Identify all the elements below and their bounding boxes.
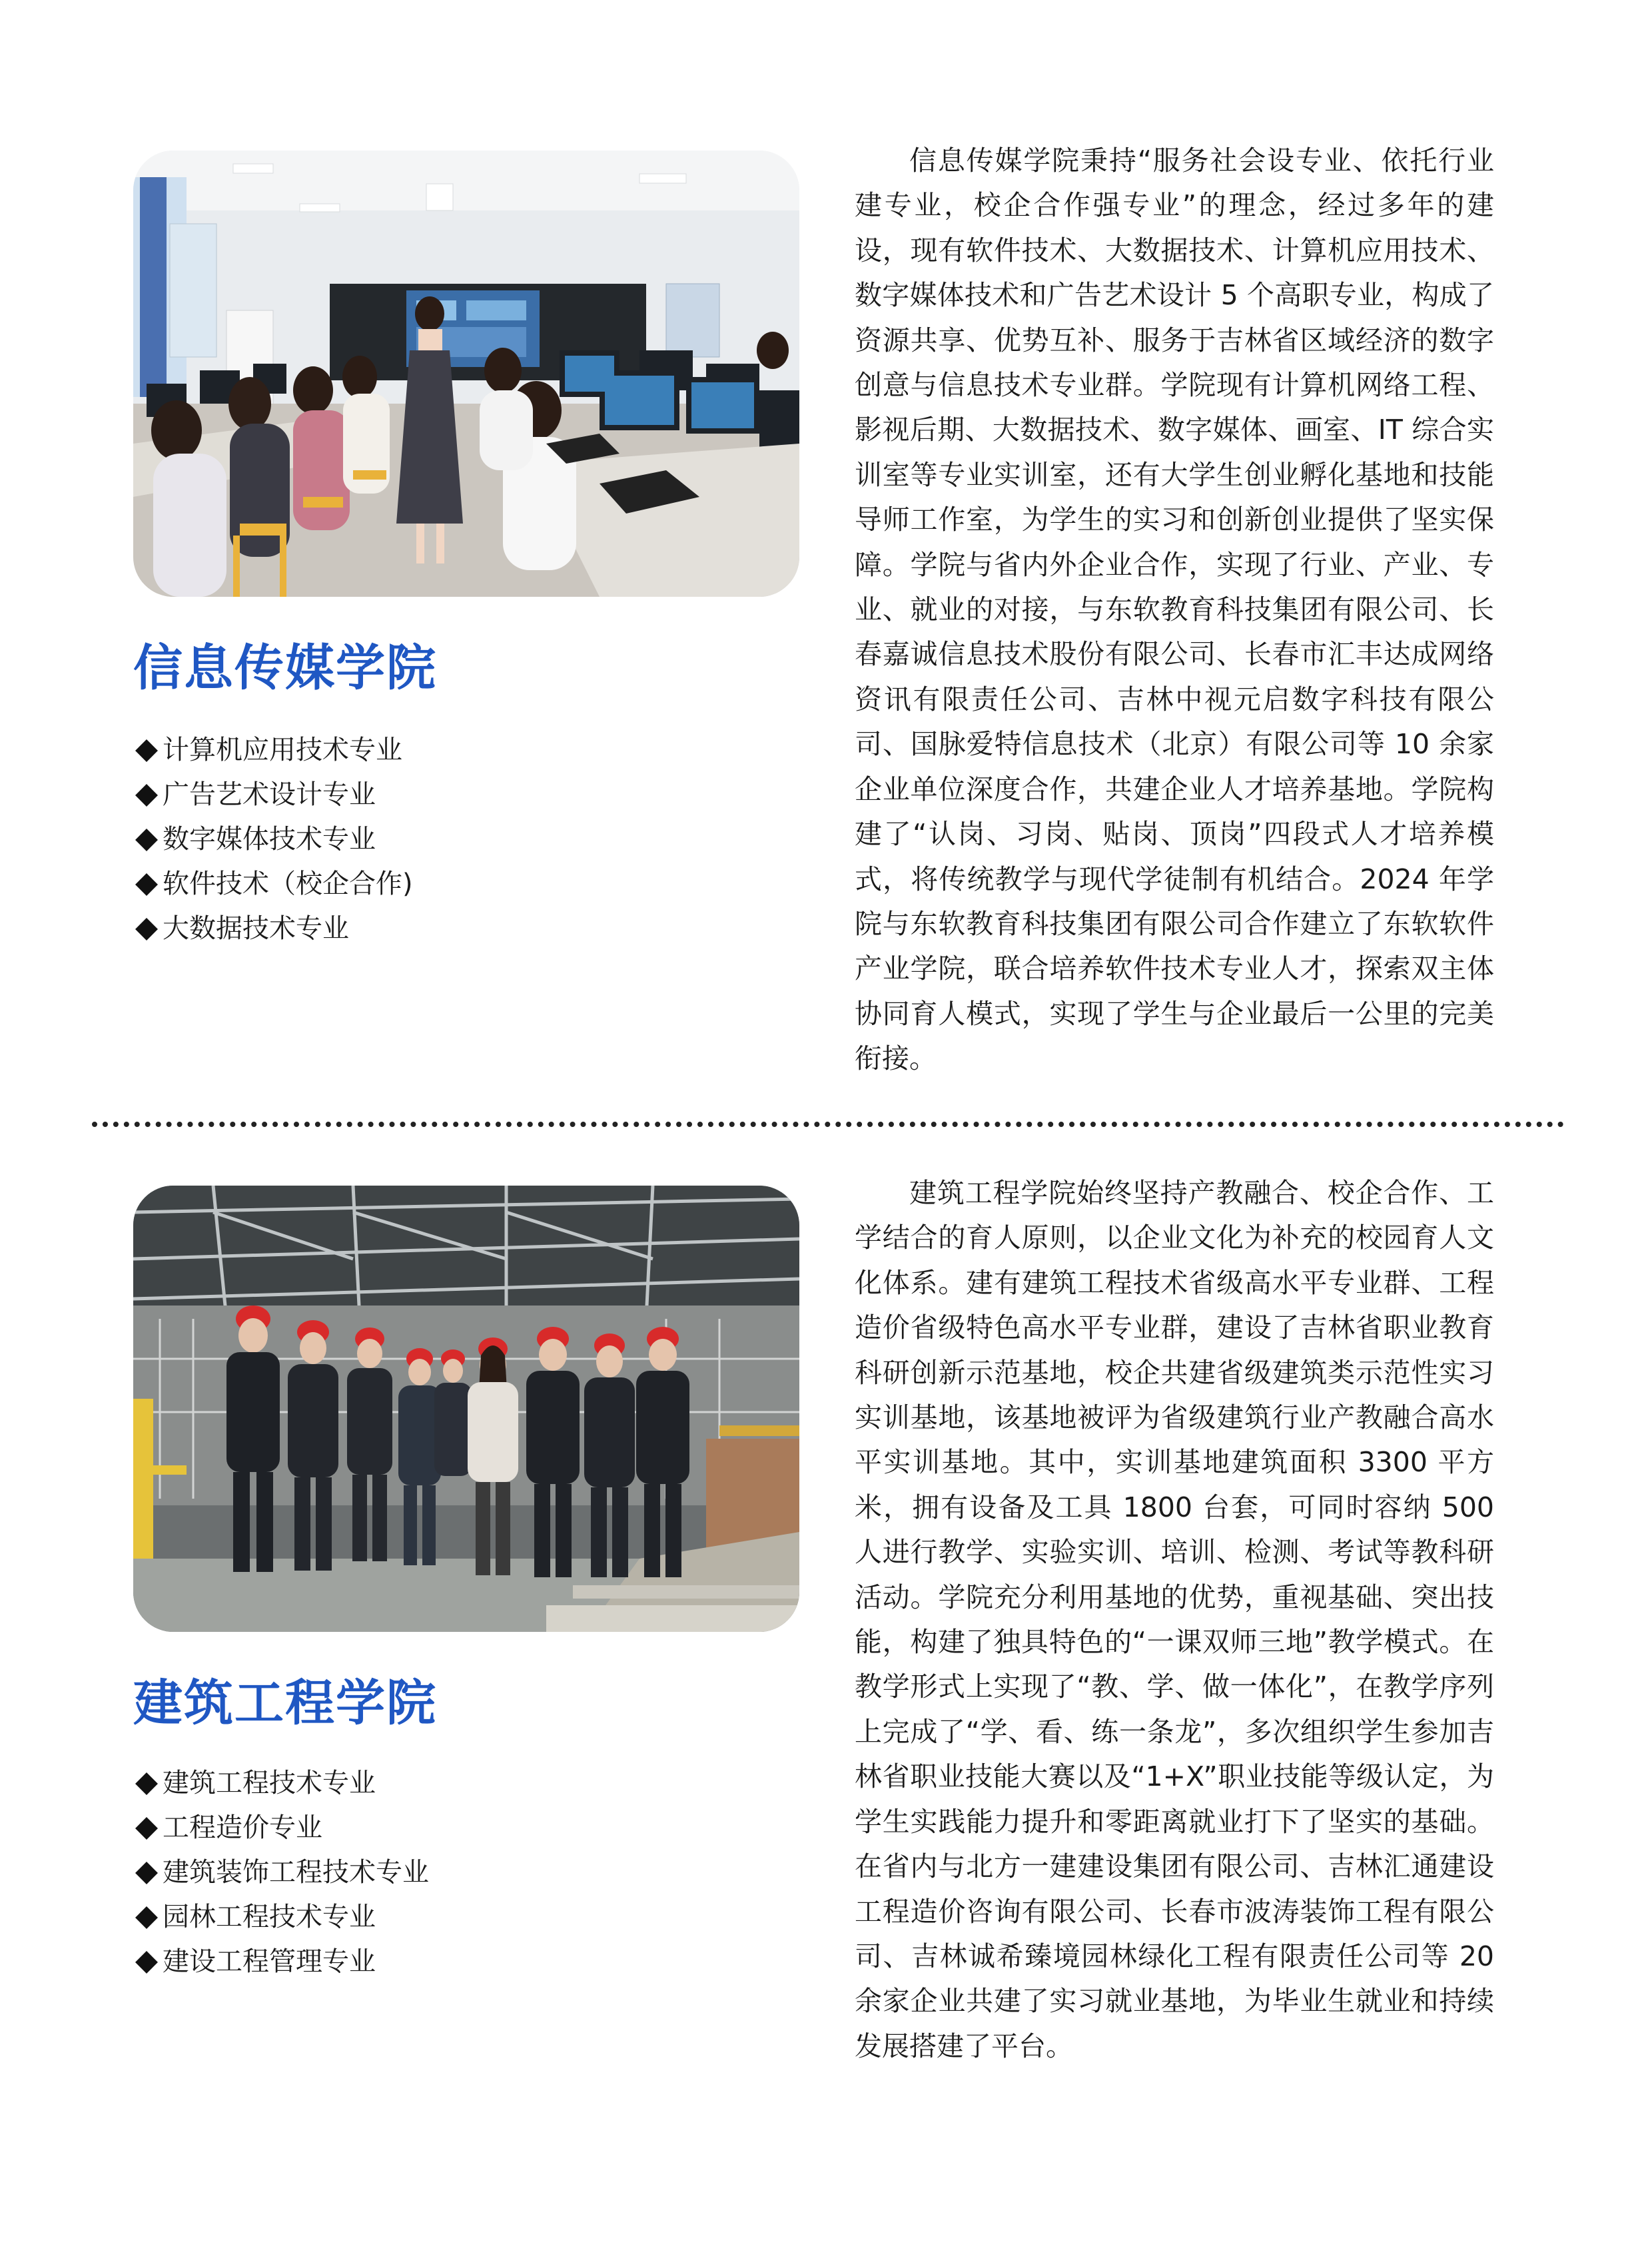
college-description: 建筑工程学院始终坚持产教融合、校企合作、工学结合的育人原则，以企业文化为补充的校园育人文化体系。建有建筑工程技术省级高水平专业群、工程造价省级特色高水平专业群，建设了吉林省职业教育科研创新示范基地，校企共建省级建筑类示范性实习实训基地，该基地被评为省级建筑行业产教融合高水平实训基地。其中，实训基地建筑面积 3300 平方米，拥有设备及工具 1800 台套，可同时容纳 500 人进行教学、实验实训、培训、检测、考试等教科研活动。学院充分利用基地的优势，重视基础、突出技能，构建了独具特色的“一课双师三地”教学模式。在教学形式上实现了“教、学、做一体化”，在教学序列上完成了“学、看、练一条龙”，多次组织学生参加吉林省职业技能大赛以及“1+X”职业技能等级认定，为学生实践能力提升和零距离就业打下了坚实的基础。在省内与北方一建建设集团有限公司、吉林汇通建设工程造价咨询有限公司、长春市波涛装饰工程有限公司、吉林诚希臻境园林绿化工程有限责任公司等 20 余家企业共建了实习就业基地，为毕业生就业和持续发展搭建了平台。 xyxy=(855,1177,1494,2062)
major-list xyxy=(133,728,413,951)
major-name: 建筑装饰工程技术专业 xyxy=(163,1857,429,1888)
major-name: 广告艺术设计专业 xyxy=(163,779,376,810)
dotted-divider xyxy=(92,1122,1564,1127)
diamond-bullet-icon xyxy=(135,829,158,851)
diamond-bullet-icon xyxy=(135,1906,158,1929)
construction-photo-illustration xyxy=(133,1186,799,1632)
list-item xyxy=(133,1895,429,1940)
college-title: 信息传媒学院 xyxy=(133,639,437,697)
major-name: 建筑工程技术专业 xyxy=(163,1768,376,1798)
list-item xyxy=(133,773,413,817)
major-name: 大数据技术专业 xyxy=(163,913,349,944)
classroom-photo xyxy=(133,151,799,597)
major-name: 软件技术（校企合作) xyxy=(163,869,413,899)
list-item xyxy=(133,862,413,907)
classroom-photo-illustration xyxy=(133,151,799,597)
college-section-construction xyxy=(0,1132,1652,2198)
list-item xyxy=(133,728,413,773)
major-name: 工程造价专业 xyxy=(163,1812,322,1843)
college-description: 信息传媒学院秉持“服务社会设专业、依托行业建专业，校企合作强专业”的理念，经过多年的建设，现有软件技术、大数据技术、计算机应用技术、数字媒体技术和广告艺术设计 5 个高职专业，构成了资源共享、优势互补、服务于吉林省区域经济的数字创意与信息技术专业群。学院现有计算机网络工程、影视后期、大数据技术、数字媒体、画室、IT 综合实训室等专业实训室，还有大学生创业孵化基地和技能导师工作室，为学生的实习和创新创业提供了坚实保障。学院与省内外企业合作，实现了行业、产业、专业、就业的对接，与东软教育科技集团有限公司、长春嘉诚信息技术股份有限公司、长春市汇丰达成网络资讯有限责任公司、吉林中视元启数字科技有限公司、国脉爱特信息技术（北京）有限公司等 10 余家企业单位深度合作，共建企业人才培养基地。学院构建了“认岗、习岗、贴岗、顶岗”四段式人才培养模式，将传统教学与现代学徒制有机结合。2024 年学院与东软教育科技集团有限公司合作建立了东软软件产业学院，联合培养软件技术专业人才，探索双主体协同育人模式，实现了学生与企业最后一公里的完美衔接。 xyxy=(855,145,1494,1075)
diamond-bullet-icon xyxy=(135,1772,158,1795)
list-item xyxy=(133,1850,429,1895)
diamond-bullet-icon xyxy=(135,1951,158,1974)
construction-training-photo xyxy=(133,1186,799,1632)
diamond-bullet-icon xyxy=(135,739,158,762)
diamond-bullet-icon xyxy=(135,918,158,940)
list-item xyxy=(133,1940,429,1984)
diamond-bullet-icon xyxy=(135,1862,158,1884)
major-name: 计算机应用技术专业 xyxy=(163,735,402,765)
major-name: 园林工程技术专业 xyxy=(163,1902,376,1932)
list-item xyxy=(133,1806,429,1850)
major-name: 建设工程管理专业 xyxy=(163,1946,376,1977)
diamond-bullet-icon xyxy=(135,1817,158,1840)
diamond-bullet-icon xyxy=(135,873,158,896)
diamond-bullet-icon xyxy=(135,784,158,807)
list-item xyxy=(133,907,413,951)
college-section-info-media xyxy=(0,0,1652,1106)
major-list xyxy=(133,1761,429,1984)
college-title: 建筑工程学院 xyxy=(133,1675,437,1732)
list-item xyxy=(133,1761,429,1806)
major-name: 数字媒体技术专业 xyxy=(163,824,376,855)
list-item xyxy=(133,817,413,862)
